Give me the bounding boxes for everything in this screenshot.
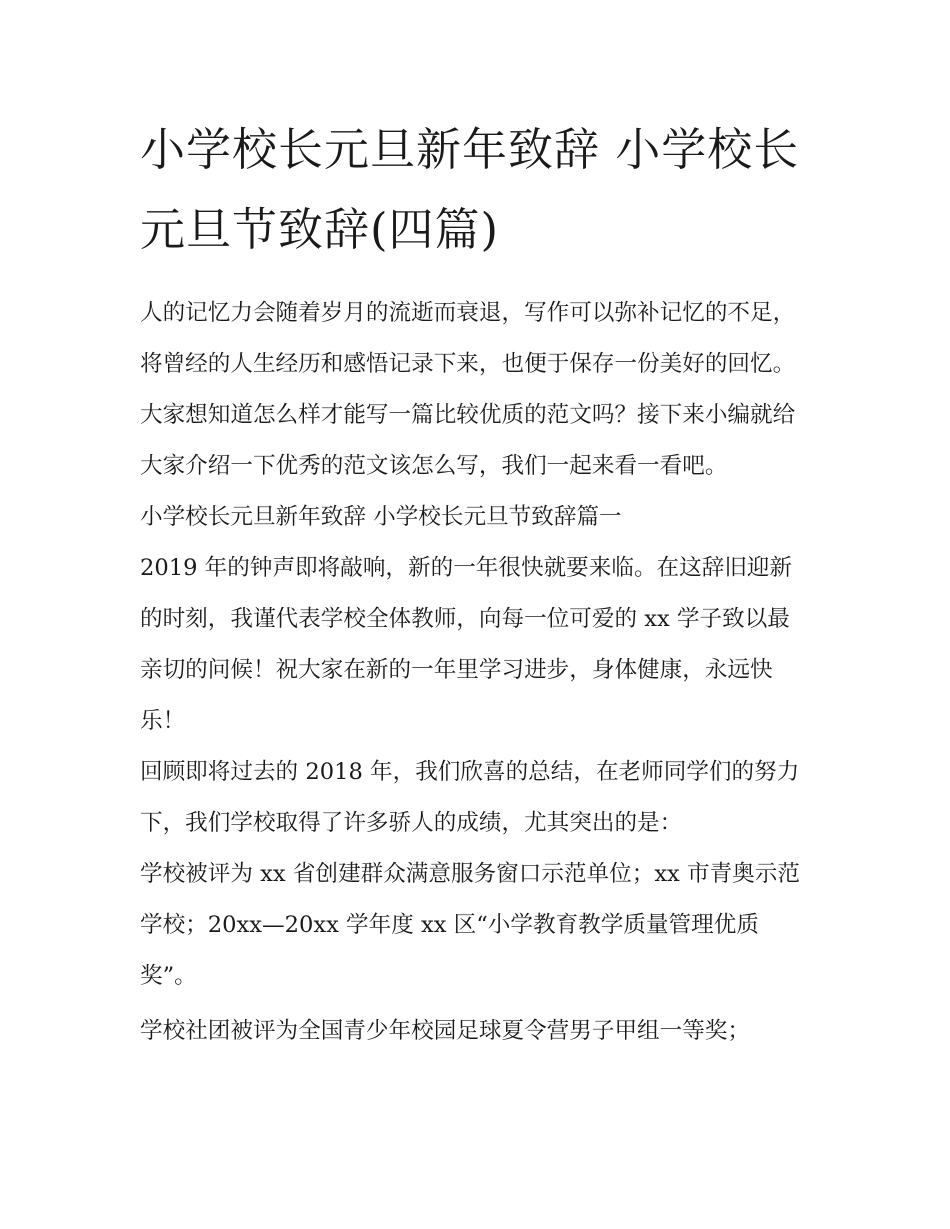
paragraph-section-heading: 小学校长元旦新年致辞 小学校长元旦节致辞篇一	[140, 504, 622, 530]
paragraph-greeting: 2019 年的钟声即将敲响，新的一年很快就要来临。在这辞旧迎新的时刻，我谨代表学校全体教师，向每一位可爱的 xx 学子致以最亲切的问候！祝大家在新的一年里学习进步，身体健康，永远快乐！	[140, 555, 793, 734]
paragraph-intro: 人的记忆力会随着岁月的流逝而衰退，写作可以弥补记忆的不足，将曾经的人生经历和感悟记录下来，也便于保存一份美好的回忆。大家想知道怎么样才能写一篇比较优质的范文吗？接下来小编就给大家介绍一下优秀的范文该怎么写，我们一起来看一看吧。	[140, 300, 796, 479]
paragraph-review: 回顾即将过去的 2018 年，我们欣喜的总结，在老师同学们的努力下，我们学校取得了许多骄人的成绩，尤其突出的是：	[140, 759, 800, 836]
document-page	[140, 110, 820, 1057]
document-body	[140, 288, 820, 1057]
paragraph-honors-club: 学校社团被评为全国青少年校园足球夏令营男子甲组一等奖；	[140, 1018, 751, 1044]
document-title: 小学校长元旦新年致辞 小学校长元旦节致辞(四篇)	[140, 123, 800, 256]
paragraph-honors-school: 学校被评为 xx 省创建群众满意服务窗口示范单位；xx 市青奥示范学校；20xx—20xx 学年度 xx 区“小学教育教学质量管理优质奖”。	[140, 861, 800, 989]
